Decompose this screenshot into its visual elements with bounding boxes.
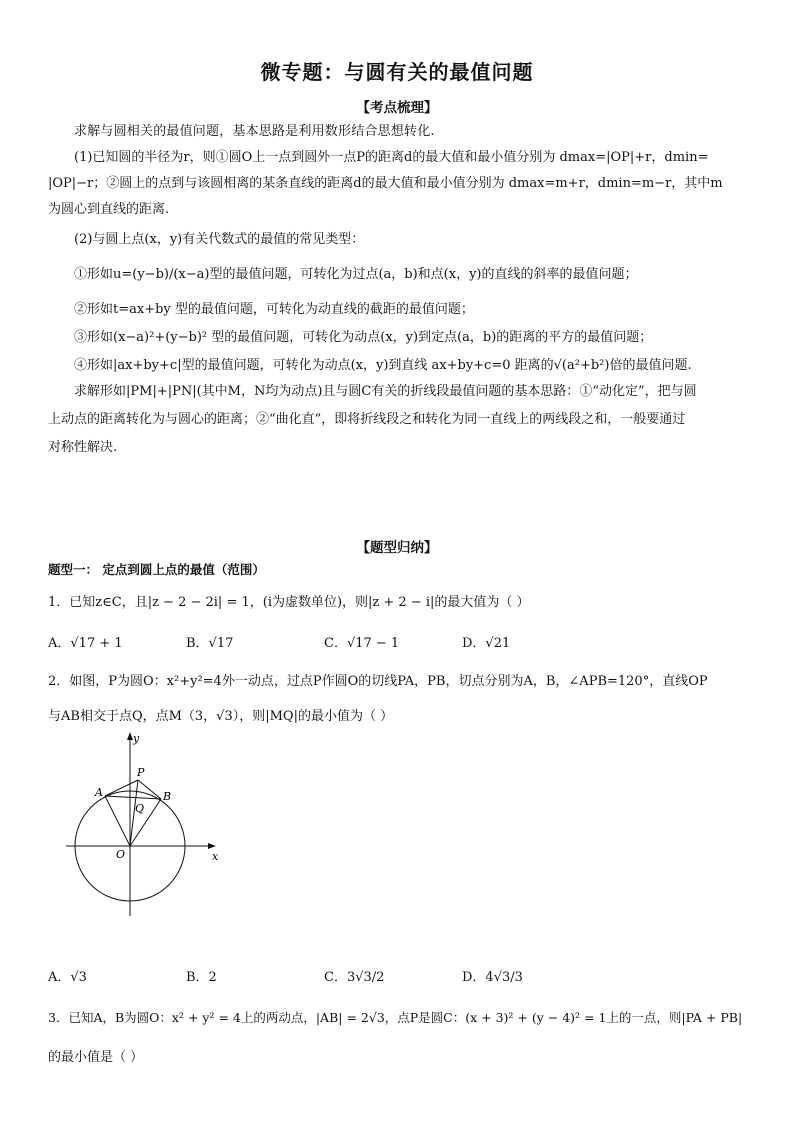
type-item-1: ①形如u=(y−b)/(x−a)型的最值问题，可转化为过点(a，b)和点(x，y)的直线的斜率的最值问题； (74, 267, 638, 282)
point2-heading: (2)与圆上点(x，y)有关代数式的最值的常见类型： (74, 232, 365, 247)
choice-c[interactable]: C．√17 − 1 (324, 636, 400, 651)
label-o: O (116, 848, 126, 861)
type-item-3: ③形如(x−a)²+(y−b)² 型的最值问题，可转化为动点(x，y)到定点(a，b)的距离的平方的最值问题； (74, 330, 653, 345)
point3-line3: 对称性解决. (48, 440, 118, 455)
question-2-stem-line1: 2．如图，P为圆O：x²+y²=4外一动点，过点P作圆O的切线PA，PB，切点分别为A，B，∠APB=120°，直线OP (48, 674, 708, 689)
section-heading-question-types: 【题型归纳】 (356, 540, 438, 556)
question-2-stem-line2: 与AB相交于点Q，点M（3，√3），则|MQ|的最小值为（ ） (48, 709, 394, 724)
x-axis-arrow (208, 843, 216, 849)
question-type-1-heading: 题型一： 定点到圆上点的最值（范围） (48, 562, 265, 577)
label-x: x (212, 850, 219, 863)
choice-b[interactable]: B．√17 (186, 636, 234, 651)
label-p: P (137, 766, 145, 779)
choice-d[interactable]: D．√21 (462, 636, 511, 651)
label-q: Q (135, 802, 145, 815)
choice-c[interactable]: C．3√3/2 (324, 970, 385, 985)
point3-line2: 上动点的距离转化为与圆心的距离；②“曲化直”，即将折线段之和转化为同一直线上的两线段之和，一般要通过 (48, 412, 686, 427)
segment-oa (105, 796, 130, 846)
question-3-stem-line1: 3．已知A，B为圆O：x² + y² = 4上的两动点，|AB| = 2√3，点P是圆C：(x + 3)² + (y − 4)² = 1上的一点，则|PA + PB| (48, 1010, 743, 1025)
question-1-stem: 1．已知z∈C，且|z − 2 − 2i| = 1，(i为虚数单位)，则|z + 2 − i|的最大值为（ ） (48, 595, 530, 610)
segment-pb (138, 780, 161, 799)
choice-b[interactable]: B．2 (186, 970, 217, 985)
label-b: B (163, 790, 172, 803)
page-title: 微专题：与圆有关的最值问题 (260, 60, 534, 84)
type-item-4: ④形如|ax+by+c|型的最值问题，可转化为动点(x，y)到直线 ax+by+c=0 距离的√(a²+b²)倍的最值问题. (74, 358, 692, 373)
circle-tangent-figure (60, 730, 240, 920)
segment-ab (105, 796, 161, 799)
section-heading-key-points: 【考点梳理】 (356, 100, 438, 116)
choice-a[interactable]: A．√3 (48, 970, 87, 985)
label-a: A (95, 786, 103, 799)
choice-d[interactable]: D．4√3/3 (462, 970, 523, 985)
label-y: y (133, 732, 140, 745)
question-3-stem-line2: 的最小值是（ ） (48, 1050, 144, 1065)
intro-paragraph: 求解与圆相关的最值问题，基本思路是利用数形结合思想转化. (74, 124, 435, 139)
point1-line2: |OP|−r；②圆上的点到与该圆相离的某条直线的距离d的最大值和最小值分别为 dmax=m+r，dmin=m−r，其中m (48, 176, 723, 191)
type-item-2: ②形如t=ax+by 型的最值问题，可转化为动直线的截距的最值问题； (74, 302, 474, 317)
point3-line1: 求解形如|PM|+|PN|(其中M，N均为动点)且与圆C有关的折线段最值问题的基本思路：①“动化定”，把与圆 (74, 384, 697, 399)
choice-a[interactable]: A．√17 + 1 (48, 636, 123, 651)
point1-line3: 为圆心到直线的距离. (48, 202, 170, 217)
segment-pa (105, 780, 138, 796)
question-1-choices (48, 632, 648, 662)
point1-line1: (1)已知圆的半径为r，则①圆O上一点到圆外一点P的距离d的最大值和最小值分别为 dmax=|OP|+r，dmin= (74, 150, 709, 165)
question-2-choices (48, 966, 648, 996)
